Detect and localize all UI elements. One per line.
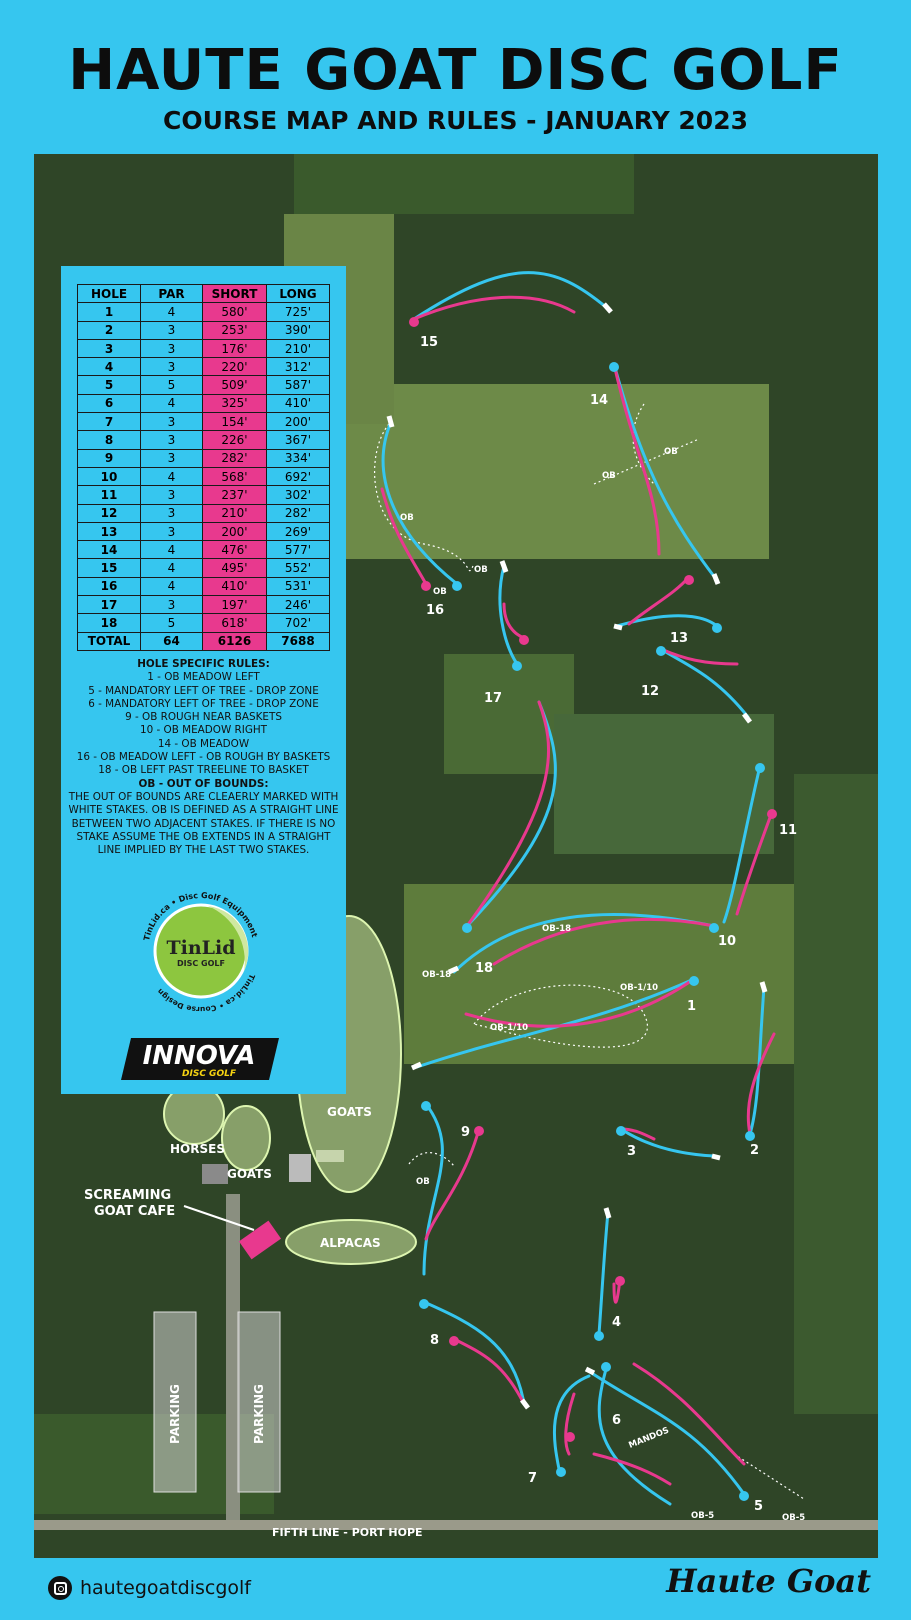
hole-number: 12	[78, 504, 141, 522]
hole-par: 3	[141, 358, 203, 376]
basket-5	[739, 1491, 749, 1501]
rule-item: 18 - OB LEFT PAST TREELINE TO BASKET	[98, 764, 309, 777]
hole-par: 5	[141, 614, 203, 632]
basket-12	[656, 646, 666, 656]
hole-par: 3	[141, 431, 203, 449]
rule-item: 10 - OB MEADOW RIGHT	[139, 724, 268, 737]
hole-par: 3	[141, 339, 203, 357]
hole-short: 618'	[203, 614, 267, 632]
hole-short: 568'	[203, 467, 267, 485]
scorecard-row	[78, 522, 330, 540]
hole-par: 3	[141, 449, 203, 467]
field-right	[794, 774, 878, 1414]
hole-short: 580'	[203, 303, 267, 321]
hole-label-15: 15	[420, 335, 439, 350]
ob-label-5b: OB-5	[782, 1513, 806, 1523]
orchard-rows-2	[554, 714, 774, 854]
hole-par: 3	[141, 486, 203, 504]
ob-label-14: OB	[664, 447, 678, 457]
hole-label-2: 2	[750, 1143, 760, 1158]
hole-label-17: 17	[484, 691, 503, 706]
hole-long: 552'	[267, 559, 330, 577]
meadow-center	[329, 384, 769, 559]
scorecard-row	[78, 321, 330, 339]
rule-item: 1 - OB MEADOW LEFT	[147, 671, 260, 684]
tee-16	[389, 416, 392, 427]
rules-section	[65, 658, 342, 857]
hole-long: 702'	[267, 614, 330, 632]
tinlid-name: TinLid	[166, 937, 236, 959]
hole-number: 16	[78, 577, 141, 595]
hole-number: 18	[78, 614, 141, 632]
innova-logo-svg	[121, 1034, 281, 1084]
rule-item: 9 - OB ROUGH NEAR BASKETS	[125, 711, 282, 724]
hole-long: 302'	[267, 486, 330, 504]
scorecard-total-row	[78, 632, 330, 650]
basket-13-short	[684, 575, 694, 585]
scorecard-row	[78, 614, 330, 632]
hole-long: 531'	[267, 577, 330, 595]
goats-label: GOATS	[327, 1105, 372, 1119]
col-par: PAR	[141, 285, 203, 303]
col-short: SHORT	[203, 285, 267, 303]
instagram-handle-text: hautegoatdiscgolf	[80, 1577, 251, 1599]
rule-item: 5 - MANDATORY LEFT OF TREE - DROP ZONE	[88, 684, 319, 697]
hole-number: 3	[78, 339, 141, 357]
ob-label-16c: OB	[433, 587, 447, 597]
hole-long: 210'	[267, 339, 330, 357]
rule-item: 6 - MANDATORY LEFT OF TREE - DROP ZONE	[88, 697, 319, 710]
scorecard-row	[78, 577, 330, 595]
basket-10	[709, 923, 719, 933]
hole-number: 17	[78, 596, 141, 614]
hole-par: 4	[141, 577, 203, 595]
haute-goat-brand-logo: Haute Goat	[666, 1562, 871, 1600]
hole-number: 13	[78, 522, 141, 540]
goats-label-small: GOATS	[227, 1167, 272, 1181]
hole-short: 237'	[203, 486, 267, 504]
ob-definition: THE OUT OF BOUNDS ARE CLEAERLY MARKED WITH WHITE STAKES. OB IS DEFINED AS A STRAIGHT LINE BETWEEN TWO ADJACENT STAKES. IF THERE IS NO STAKE ASSUME THE OB EXTENDS IN A STRAIGHT LINE IMPLIED BY THE LAST TWO STAKES.	[68, 790, 339, 857]
hole-label-16: 16	[426, 603, 445, 618]
basket-11-long	[755, 763, 765, 773]
tinlid-logo	[126, 876, 276, 1026]
scorecard-row	[78, 339, 330, 357]
scorecard-row	[78, 449, 330, 467]
hole-par: 4	[141, 394, 203, 412]
hole-short: 495'	[203, 559, 267, 577]
basket-4-short	[615, 1276, 625, 1286]
tinlid-logo-svg	[126, 876, 276, 1026]
total-par: 64	[141, 632, 203, 650]
ob-label-16b: OB	[474, 565, 488, 575]
alpacas-label: ALPACAS	[320, 1236, 381, 1250]
road-label: FIFTH LINE - PORT HOPE	[272, 1526, 423, 1539]
cafe-label-line2: GOAT CAFE	[94, 1204, 176, 1219]
road	[34, 1520, 878, 1530]
scorecard-row	[78, 358, 330, 376]
hole-number: 2	[78, 321, 141, 339]
hole-label-10: 10	[718, 934, 737, 949]
tinlid-ring-bottom: TinLid.ca • Course Design	[155, 972, 257, 1015]
basket-4	[594, 1331, 604, 1341]
basket-3	[616, 1126, 626, 1136]
total-label: TOTAL	[78, 632, 141, 650]
hole-short: 226'	[203, 431, 267, 449]
hole-long: 246'	[267, 596, 330, 614]
hole-number: 15	[78, 559, 141, 577]
hole-par: 4	[141, 541, 203, 559]
hole-par: 4	[141, 303, 203, 321]
instagram-icon	[48, 1576, 72, 1600]
hole-label-13: 13	[670, 631, 689, 646]
hole-par: 3	[141, 321, 203, 339]
innova-sub: DISC GOLF	[182, 1069, 236, 1079]
scorecard-body	[78, 303, 330, 632]
house-building	[202, 1164, 228, 1184]
hole-label-5: 5	[754, 1499, 764, 1514]
mandos-label: MANDOS	[627, 1425, 671, 1451]
scorecard-row	[78, 467, 330, 485]
ob-label-18: OB-18	[542, 924, 572, 934]
ob-label-16: OB	[400, 513, 414, 523]
hole-par: 5	[141, 376, 203, 394]
hole-long: 282'	[267, 504, 330, 522]
meadow-lower	[404, 884, 844, 1064]
hole-short: 220'	[203, 358, 267, 376]
hole-par: 3	[141, 413, 203, 431]
tinlid-sub: DISC GOLF	[177, 959, 225, 968]
scorecard-row	[78, 541, 330, 559]
col-hole: HOLE	[78, 285, 141, 303]
hole-number: 11	[78, 486, 141, 504]
hole-label-9: 9	[461, 1125, 471, 1140]
hole-short: 210'	[203, 504, 267, 522]
tee-3	[712, 1156, 720, 1158]
hole-long: 200'	[267, 413, 330, 431]
basket-14	[609, 362, 619, 372]
innova-name: INNOVA	[142, 1041, 256, 1071]
scorecard-row	[78, 376, 330, 394]
page-subtitle: COURSE MAP AND RULES - JANUARY 2023	[163, 106, 748, 135]
tee-4	[606, 1208, 609, 1218]
ob-heading: OB - OUT OF BOUNDS:	[138, 777, 269, 790]
basket-18	[462, 923, 472, 933]
scorecard-panel	[61, 266, 346, 1094]
hole-long: 269'	[267, 522, 330, 540]
hole-short: 253'	[203, 321, 267, 339]
hole-label-4: 4	[612, 1315, 622, 1330]
ob-label-18b: OB-18	[422, 970, 452, 980]
scorecard-row	[78, 486, 330, 504]
cafe-label-line1: SCREAMING	[84, 1188, 172, 1203]
field-top	[294, 154, 634, 214]
rule-item: 14 - OB MEADOW	[157, 737, 250, 750]
basket-7	[556, 1467, 566, 1477]
basket-9	[421, 1101, 431, 1111]
basket-8-short	[449, 1336, 459, 1346]
basket-13-long	[712, 623, 722, 633]
hole-short: 282'	[203, 449, 267, 467]
horses-label: HORSES	[170, 1142, 225, 1156]
basket-2	[745, 1131, 755, 1141]
hole-par: 4	[141, 559, 203, 577]
hole-long: 410'	[267, 394, 330, 412]
tee-2	[762, 982, 765, 992]
basket-17-short	[519, 635, 529, 645]
hole-short: 476'	[203, 541, 267, 559]
hole-long: 587'	[267, 376, 330, 394]
barn-building	[289, 1154, 311, 1182]
scorecard-row	[78, 413, 330, 431]
rule-item: 16 - OB MEADOW LEFT - OB ROUGH BY BASKETS	[76, 751, 331, 764]
hole-par: 3	[141, 596, 203, 614]
basket-7-short	[565, 1432, 575, 1442]
hole-long: 367'	[267, 431, 330, 449]
basket-9-short	[474, 1126, 484, 1136]
hole-par: 3	[141, 522, 203, 540]
col-long: LONG	[267, 285, 330, 303]
hole-label-3: 3	[627, 1144, 637, 1159]
rules-heading: HOLE SPECIFIC RULES:	[137, 658, 270, 670]
hole-long: 312'	[267, 358, 330, 376]
hole-long: 334'	[267, 449, 330, 467]
basket-15	[409, 317, 419, 327]
hole-number: 8	[78, 431, 141, 449]
ob-label-1-10b: OB-1/10	[490, 1023, 529, 1033]
instagram-handle[interactable]	[48, 1572, 251, 1604]
basket-8	[419, 1299, 429, 1309]
scorecard-row	[78, 559, 330, 577]
parking-label-right: PARKING	[252, 1384, 266, 1444]
scorecard-row	[78, 303, 330, 321]
hole-label-14: 14	[590, 393, 609, 408]
scorecard-table	[77, 284, 330, 651]
ob-label-14b: OB	[602, 471, 616, 481]
hole-short: 200'	[203, 522, 267, 540]
hole-label-7: 7	[528, 1471, 538, 1486]
hole-number: 1	[78, 303, 141, 321]
hole-number: 7	[78, 413, 141, 431]
hole-label-12: 12	[641, 684, 660, 699]
total-short: 6126	[203, 632, 267, 650]
scorecard-row	[78, 431, 330, 449]
hole-label-1: 1	[687, 999, 697, 1014]
basket-1	[689, 976, 699, 986]
hole-short: 509'	[203, 376, 267, 394]
hole-label-18: 18	[475, 961, 494, 976]
basket-6	[601, 1362, 611, 1372]
hole-short: 154'	[203, 413, 267, 431]
hole-short: 410'	[203, 577, 267, 595]
hole-short: 176'	[203, 339, 267, 357]
basket-17	[512, 661, 522, 671]
tee-13	[614, 626, 622, 628]
hole-number: 6	[78, 394, 141, 412]
hole-par: 4	[141, 467, 203, 485]
hole-number: 4	[78, 358, 141, 376]
hole-short: 325'	[203, 394, 267, 412]
basket-16-long	[452, 581, 462, 591]
hole-number: 14	[78, 541, 141, 559]
scorecard-header-row	[78, 285, 330, 303]
hole-number: 10	[78, 467, 141, 485]
goats-area-small	[222, 1106, 270, 1170]
page-title: HAUTE GOAT DISC GOLF	[68, 38, 843, 103]
hole-number: 9	[78, 449, 141, 467]
hole-label-8: 8	[430, 1333, 440, 1348]
tinlid-ring-top: TinLid.ca • Disc Golf Equipment	[142, 890, 260, 942]
innova-logo	[121, 1034, 281, 1084]
scorecard-row	[78, 596, 330, 614]
basket-16-short	[421, 581, 431, 591]
hole-par: 3	[141, 504, 203, 522]
hole-label-6: 6	[612, 1413, 622, 1428]
hole-long: 577'	[267, 541, 330, 559]
hole-long: 390'	[267, 321, 330, 339]
ob-label-1-10: OB-1/10	[620, 983, 659, 993]
basket-11-short	[767, 809, 777, 819]
total-long: 7688	[267, 632, 330, 650]
scorecard-row	[78, 394, 330, 412]
hole-short: 197'	[203, 596, 267, 614]
ob-label-5: OB-5	[691, 1511, 715, 1521]
scorecard-row	[78, 504, 330, 522]
hole-number: 5	[78, 376, 141, 394]
hole-long: 725'	[267, 303, 330, 321]
hole-long: 692'	[267, 467, 330, 485]
hole-label-11: 11	[779, 823, 798, 838]
parking-label-left: PARKING	[168, 1384, 182, 1444]
ob-label-9: OB	[416, 1177, 430, 1187]
